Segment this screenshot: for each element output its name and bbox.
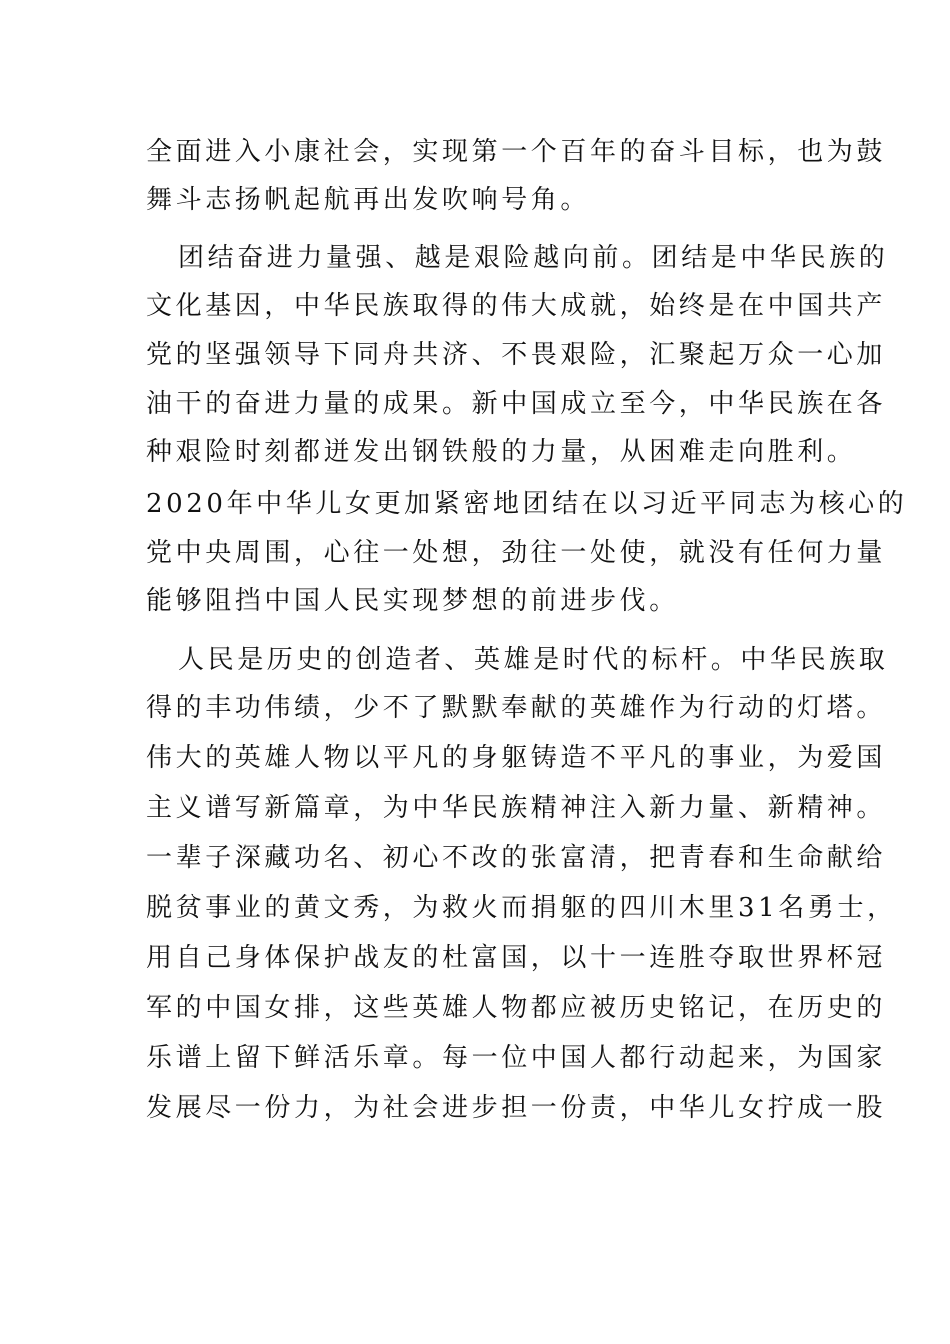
paragraph-2-line-1: 团结奋进力量强、越是艰险越向前。团结是中华民族的 [178,243,889,273]
paragraph-1-line-1: 全面进入小康社会，实现第一个百年的奋斗目标，也为鼓 [146,137,887,167]
paragraph-3-line-5: 一辈子深藏功名、初心不改的张富清，把青春和生命献给 [146,843,887,873]
paragraph-2-line-8: 能够阻挡中国人民实现梦想的前进步伐。 [146,586,679,616]
paragraph-2-line-3: 党的坚强领导下同舟共济、不畏艰险，汇聚起万众一心加 [146,340,887,370]
paragraph-1-line-2: 舞斗志扬帆起航再出发吹响号角。 [146,185,591,215]
paragraph-2-line-7: 党中央周围，心往一处想，劲往一处使，就没有任何力量 [146,538,887,568]
paragraph-2-line-6: 2020年中华儿女更加紧密地团结在以习近平同志为核心的 [146,489,908,519]
paragraph-3-line-6: 脱贫事业的黄文秀，为救火而捐躯的四川木里31名勇士， [146,893,897,923]
paragraph-2-line-4: 油干的奋进力量的成果。新中国成立至今，中华民族在各 [146,389,887,419]
paragraph-2-line-5: 种艰险时刻都迸发出钢铁般的力量，从困难走向胜利。 [146,437,857,467]
paragraph-3-line-10: 发展尽一份力，为社会进步担一份责，中华儿女拧成一股 [146,1093,887,1123]
paragraph-3-line-1: 人民是历史的创造者、英雄是时代的标杆。中华民族取 [178,645,889,675]
paragraph-3-line-4: 主义谱写新篇章，为中华民族精神注入新力量、新精神。 [146,793,887,823]
paragraph-2-line-2: 文化基因，中华民族取得的伟大成就，始终是在中国共产 [146,291,887,321]
paragraph-3-line-2: 得的丰功伟绩，少不了默默奉献的英雄作为行动的灯塔。 [146,693,887,723]
paragraph-3-line-3: 伟大的英雄人物以平凡的身躯铸造不平凡的事业，为爱国 [146,743,887,773]
paragraph-3-line-7: 用自己身体保护战友的杜富国，以十一连胜夺取世界杯冠 [146,943,887,973]
paragraph-3-line-8: 军的中国女排，这些英雄人物都应被历史铭记，在历史的 [146,993,887,1023]
paragraph-3-line-9: 乐谱上留下鲜活乐章。每一位中国人都行动起来，为国家 [146,1043,887,1073]
